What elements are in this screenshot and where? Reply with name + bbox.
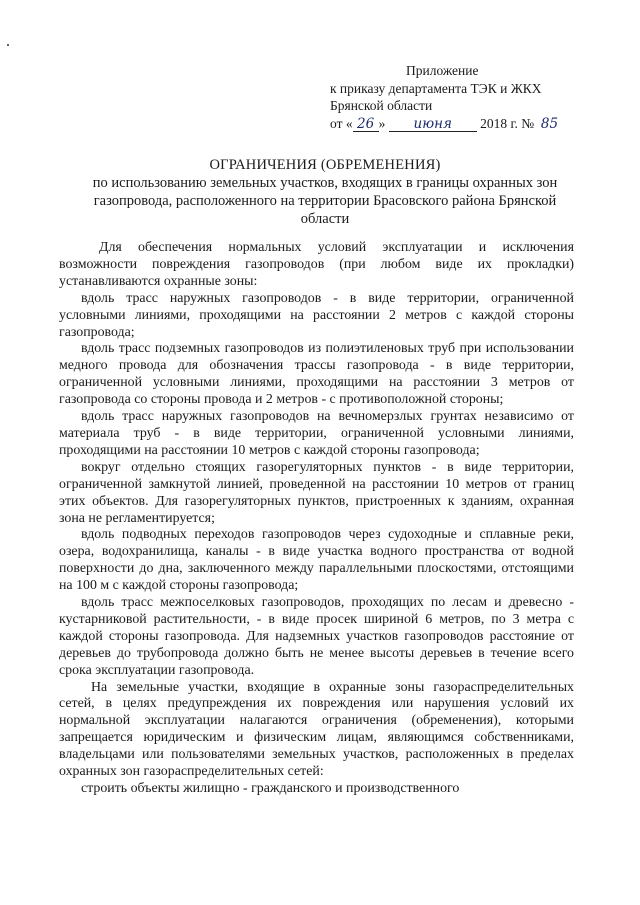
paragraph: вдоль трасс подземных газопроводов из полиэтиленовых труб при использовании медного провода для обозначения трассы газопровода - в виде территории, ограниченной условными линиями, проходящими на расстоянии 3 метров от газопровода со стороны провода и 2 метров - с противоположной стороны; [59, 341, 574, 408]
paragraph: вдоль трасс наружных газопроводов - в виде территории, ограниченной условными линиями, проходящими на расстоянии 2 метров с каждой стороны газопровода; [59, 290, 574, 340]
paragraph: вдоль трасс межпоселковых газопроводов, проходящих по лесам и древесно - кустарниковой растительности, - в виде просек шириной 6 метров, по 3 метра с каждой стороны газопровода. Для надземных участков газопроводов расстояние от деревьев до трубопровода должно быть не менее высоты деревьев в течение всего срока эксплуатации газопровода. [59, 595, 574, 678]
appendix-date-line [330, 115, 610, 133]
paragraph: На земельные участки, входящие в охранные зоны газораспределительных сетей, в целях предупреждения их повреждения или нарушения условий их нормальной эксплуатации налагаются ограничения (обременения), которыми запрещается юридическим и физическим лицам, являющимся собственниками, владельцами или пользователями земельных участков, расположенных в пределах охранных зон газораспределительных сетей: [59, 679, 574, 780]
paragraph: строить объекты жилищно - гражданского и производственного [81, 781, 460, 796]
appendix-label: Приложение [406, 63, 479, 78]
date-mid: » [378, 115, 386, 131]
handwritten-day: 26 [353, 117, 379, 132]
document-title [40, 156, 610, 228]
appendix-block [330, 62, 610, 132]
year-text: 2018 г. № [480, 115, 535, 131]
paragraph: вдоль подводных переходов газопроводов через судоходные и сплавные реки, озера, водохранилища, каналы - в виде участка водного пространства от водной поверхности до дна, заключенного между параллельными плоскостями, отстоящими на 100 м с каждой стороны газопровода; [59, 527, 574, 594]
title-subtitle: по использованию земельных участков, входящих в границы охранных зон газопровода, расположенного на территории Брасовского района Брянской области [92, 175, 558, 227]
paragraph: вокруг отдельно стоящих газорегуляторных пунктов - в виде территории, ограниченной замкнутой линией, проведенной на расстоянии 10 метров от границ этих объектов. Для газорегуляторных пунктов, пристроенных к зданиям, охранная зона не регламентируется; [59, 459, 574, 526]
date-prefix: от « [330, 115, 353, 131]
paragraph: Для обеспечения нормальных условий эксплуатации и исключения возможности повреждения газопроводов (при любом виде их прокладки) устанавливаются охранные зоны: [59, 240, 574, 289]
scan-speck [7, 44, 9, 46]
title-main: ОГРАНИЧЕНИЯ (ОБРЕМЕНЕНИЯ) [209, 157, 441, 173]
handwritten-month: июня [389, 117, 477, 132]
paragraph: вдоль трасс наружных газопроводов на вечномерзлых грунтах независимо от материала труб - в виде территории, ограниченной условными линиями, проходящими на расстоянии 10 метров с каждой стороны газопровода; [59, 409, 574, 458]
appendix-region: Брянской области [330, 98, 433, 113]
handwritten-number: 85 [540, 115, 559, 132]
appendix-order-ref: к приказу департамента ТЭК и ЖКХ [330, 80, 542, 96]
document-body [59, 240, 574, 798]
